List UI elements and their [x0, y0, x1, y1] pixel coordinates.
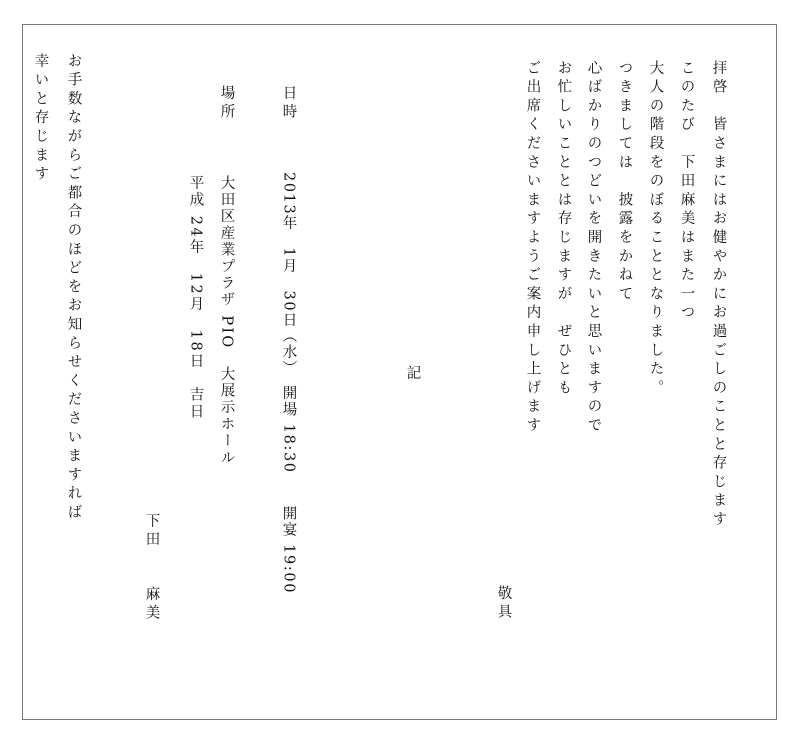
issue-date: 平成 24年 12月 18日 吉日	[187, 175, 204, 421]
ki-marker: 記	[404, 365, 421, 384]
postscript-line: お手数ながらご都合のほどをお知らせくださいますれば	[65, 53, 82, 523]
greeting-opening: 拝啓 皆さまにはお健やかにお過ごしのことと存じます	[710, 60, 727, 530]
venue-value: 大田区産業プラザ PIO 大展示ホール	[218, 175, 235, 467]
datetime-value: 2013年 1月 30日（水） 開場 18:30 開宴 19:00	[280, 172, 297, 595]
body-line: お忙しいこととは存じますが ぜひとも	[555, 60, 572, 399]
postscript-line: 幸いと存じます	[32, 53, 49, 185]
sender-name: 下田 麻美	[143, 513, 160, 623]
greeting-closing: 敬具	[495, 585, 512, 623]
body-line: ご出席くださいますようご案内申し上げます	[524, 60, 541, 436]
venue-label: 場所	[218, 85, 235, 123]
body-line: 大人の階段をのぼることとなりました。	[647, 60, 664, 399]
body-line: つきましては 披露をかねて	[616, 60, 633, 305]
invitation-card	[22, 24, 777, 720]
body-line: 心ばかりのつどいを開きたいと思いますので	[585, 60, 602, 436]
body-line: このたび 下田麻美はまた一つ	[678, 60, 695, 324]
datetime-label: 日時	[280, 85, 297, 123]
